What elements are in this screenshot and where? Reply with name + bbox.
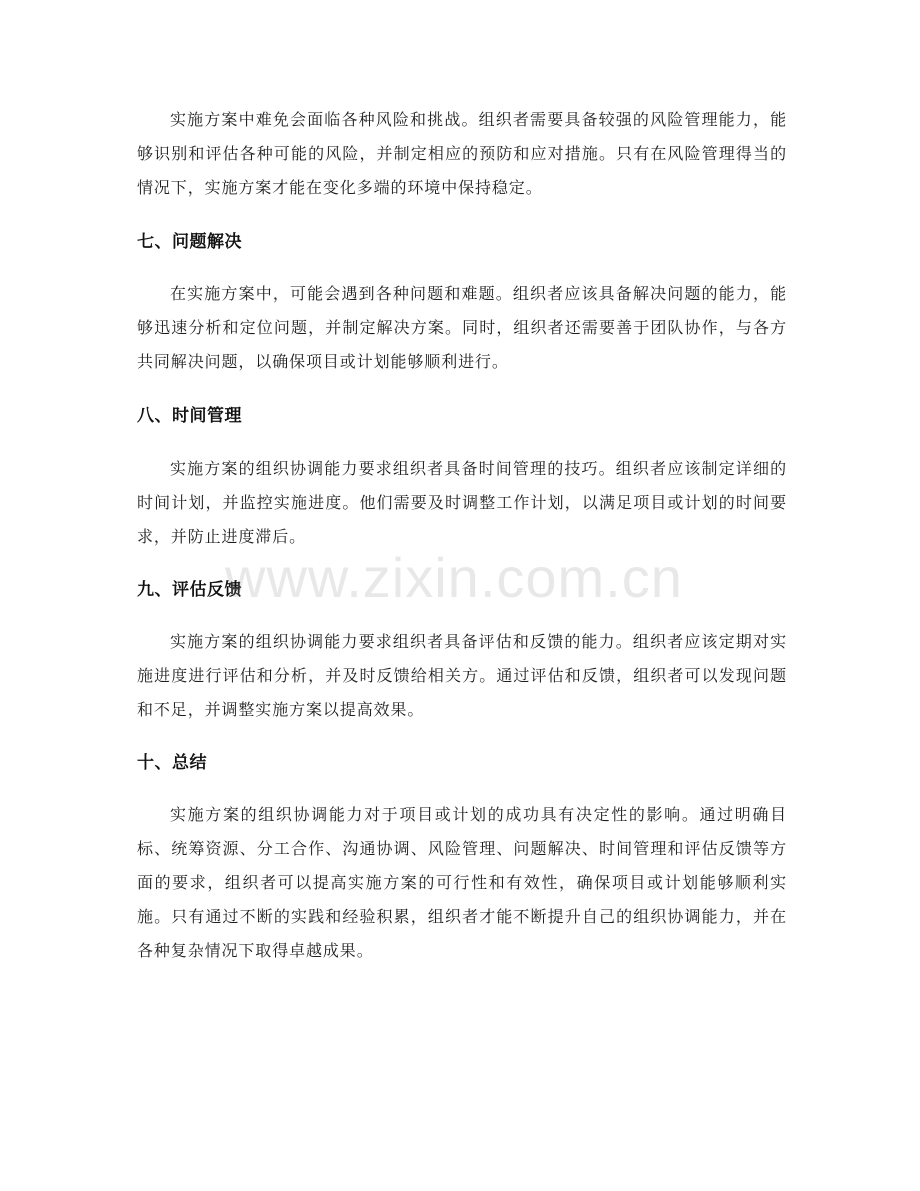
heading-summary: 十、总结	[137, 753, 207, 773]
paragraph-risk-management: 实施方案中难免会面临各种风险和挑战。组织者需要具备较强的风险管理能力，能够识别和评估各种可能的风险，并制定相应的预防和应对措施。只有在风险管理得当的情况下，实施方案才能在变化多端的环境中保持稳定。	[137, 110, 787, 197]
heading-problem-solving: 七、问题解决	[137, 232, 242, 252]
watermark-text: www.zixin.com.cn	[225, 546, 683, 609]
paragraph-evaluation-feedback: 实施方案的组织协调能力要求组织者具备评估和反馈的能力。组织者应该定期对实施进度进行评估和分析，并及时反馈给相关方。通过评估和反馈，组织者可以发现问题和不足，并调整实施方案以提高效果。	[137, 632, 787, 719]
paragraph-summary: 实施方案的组织协调能力对于项目或计划的成功具有决定性的影响。通过明确目标、统筹资源、分工合作、沟通协调、风险管理、问题解决、时间管理和评估反馈等方面的要求，组织者可以提高实施方案的可行性和有效性，确保项目或计划能够顺利实施。只有通过不断的实践和经验积累，组织者才能不断提升自己的组织协调能力，并在各种复杂情况下取得卓越成果。	[137, 805, 787, 960]
heading-time-management: 八、时间管理	[137, 406, 242, 426]
heading-evaluation-feedback: 九、评估反馈	[137, 580, 242, 600]
paragraph-time-management: 实施方案的组织协调能力要求组织者具备时间管理的技巧。组织者应该制定详细的时间计划，并监控实施进度。他们需要及时调整工作计划，以满足项目或计划的时间要求，并防止进度滞后。	[137, 459, 787, 546]
paragraph-problem-solving: 在实施方案中，可能会遇到各种问题和难题。组织者应该具备解决问题的能力，能够迅速分析和定位问题，并制定解决方案。同时，组织者还需要善于团队协作，与各方共同解决问题，以确保项目或计划能够顺利进行。	[137, 284, 787, 371]
